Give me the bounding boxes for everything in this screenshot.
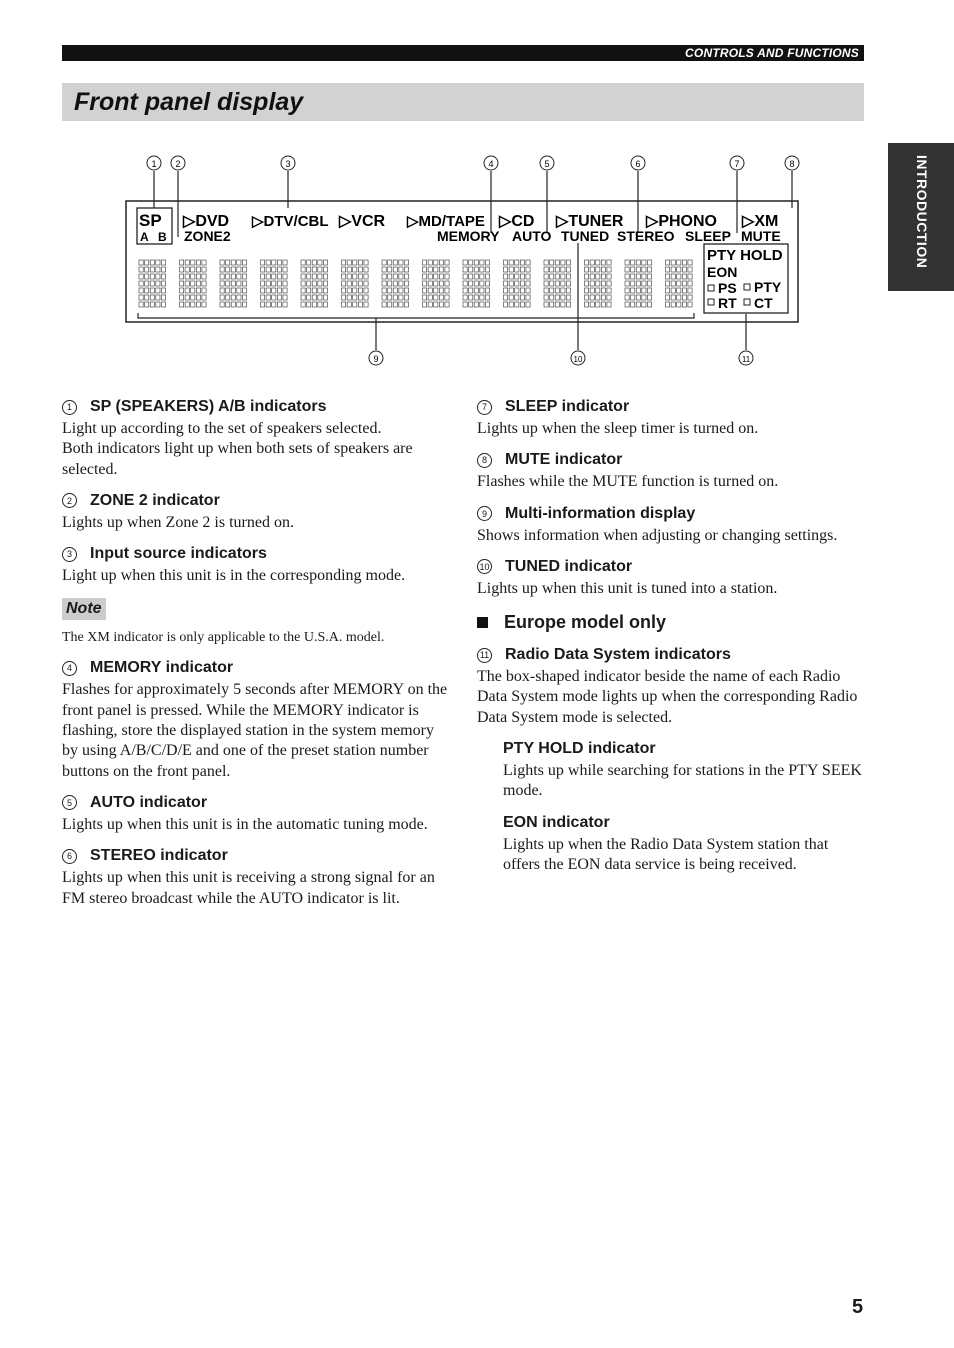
status-tuned: TUNED (561, 228, 610, 244)
sp-a-label: A (140, 230, 149, 244)
item-number: 5 (62, 795, 77, 810)
item-number: 7 (477, 400, 492, 415)
svg-text:▷VCR: ▷VCR (339, 213, 386, 230)
status-memory: MEMORY (437, 228, 500, 244)
svg-text:9: 9 (373, 354, 379, 364)
callouts-bottom (369, 351, 753, 365)
callout-4 (484, 156, 498, 170)
svg-text:▷PHONO: ▷PHONO (646, 213, 717, 230)
svg-text:4: 4 (488, 159, 494, 169)
item-text: Lights up when this unit is in the automatic tuning mode. (62, 815, 428, 833)
item-text: Lights up when this unit is tuned into a station. (477, 579, 778, 597)
svg-text:3: 3 (285, 159, 291, 169)
callout-8 (785, 156, 799, 170)
status-mute: MUTE (741, 228, 781, 244)
item-number: 11 (477, 648, 492, 663)
item-number: 8 (477, 453, 492, 468)
status-auto: AUTO (512, 228, 552, 244)
input-md-tape: MD/TAPE (418, 213, 485, 230)
svg-text:▷DVD: ▷DVD (183, 213, 230, 230)
item-text: Lights up when Zone 2 is turned on. (62, 513, 294, 531)
input-phono: PHONO (658, 213, 717, 230)
input-dvd: DVD (195, 213, 230, 230)
title-band (62, 83, 864, 121)
page-number: 5 (852, 1296, 864, 1318)
item-text: Flashes for approximately 5 seconds after MEMORY on the front panel is pressed. While the MEMORY indicator is flashing, store the displayed station in the system memory by using A/B/C/D/E and one of the preset station number buttons on the front panel. (62, 681, 448, 780)
svg-text:10: 10 (573, 355, 583, 364)
page-title: Front panel display (74, 88, 304, 116)
rds-ps: PS (718, 280, 737, 296)
rds-subsection (503, 739, 867, 875)
rds-pty-hold: PTY HOLD (707, 247, 783, 264)
item-number: 10 (477, 559, 492, 574)
input-cd: CD (511, 213, 535, 230)
right-column (477, 397, 867, 875)
rds-rt: RT (718, 295, 737, 311)
item-heading: 9 Multi-information display (477, 504, 867, 524)
header-bar (62, 45, 864, 61)
note-label: Note (62, 598, 106, 620)
callout-2 (171, 156, 185, 170)
callout-6 (631, 156, 645, 170)
callout-11 (739, 351, 753, 365)
zone2-label: ZONE2 (184, 228, 231, 244)
item-text: Lights up when the sleep timer is turned on. (477, 420, 759, 437)
item-text: Lights up when this unit is receiving a strong signal for an FM stereo broadcast while the AUTO indicator is lit. (62, 869, 435, 907)
multi-information-display (139, 260, 692, 307)
svg-text:8: 8 (789, 159, 795, 169)
item-heading: 11 Radio Data System indicators (477, 645, 867, 665)
sub-text: Lights up when the Radio Data System station that offers the EON data service is being received. (503, 835, 829, 873)
svg-text:7: 7 (734, 159, 740, 169)
item-heading: 2 ZONE 2 indicator (62, 491, 452, 511)
leader-lines (138, 171, 792, 350)
status-indicators (437, 228, 781, 244)
sub-heading: PTY HOLD indicator (503, 740, 656, 758)
item-number: 4 (62, 661, 77, 676)
sp-b-label: B (158, 230, 167, 244)
sp-label: SP (139, 211, 162, 230)
input-dtv-cbl: DTV/CBL (263, 213, 329, 230)
callout-3 (281, 156, 295, 170)
item-text: Flashes while the MUTE function is turned on. (477, 473, 779, 491)
callouts-top (147, 156, 799, 170)
input-xm: XM (754, 213, 779, 230)
svg-text:11: 11 (741, 355, 751, 364)
svg-text:5: 5 (544, 159, 550, 169)
note-text: The XM indicator is only applicable to the U.S.A. model. (62, 630, 385, 646)
svg-text:▷CD: ▷CD (499, 213, 535, 230)
item-number: 6 (62, 849, 77, 864)
rds-indicators (707, 247, 783, 311)
item-text: Shows information when adjusting or changing settings. (477, 526, 838, 544)
svg-text:▷DTV/CBL: ▷DTV/CBL (252, 213, 329, 230)
item-text: Both indicators light up when both sets of speakers are selected. (62, 440, 413, 478)
item-heading: 4 MEMORY indicator (62, 658, 452, 678)
left-column (62, 397, 452, 909)
item-heading: 6 STEREO indicator (62, 846, 452, 866)
svg-text:▷MD/TAPE: ▷MD/TAPE (407, 213, 485, 230)
item-number: 3 (62, 547, 77, 562)
item-heading: 7 SLEEP indicator (477, 397, 867, 417)
callout-9 (369, 351, 383, 365)
item-text: Light up when this unit is in the corresponding mode. (62, 567, 406, 585)
item-text: The box-shaped indicator beside the name of each Radio Data System mode lights up when the corresponding Radio Data System mode is selected. (477, 668, 858, 726)
svg-text:▷TUNER: ▷TUNER (556, 213, 624, 230)
svg-text:1: 1 (151, 159, 157, 169)
svg-text:2: 2 (175, 159, 181, 169)
section-title: CONTROLS AND FUNCTIONS (685, 46, 859, 60)
input-tuner: TUNER (568, 213, 624, 230)
svg-text:▷XM: ▷XM (742, 213, 779, 230)
europe-section-heading: Europe model only (477, 610, 867, 634)
square-bullet-icon (477, 617, 488, 628)
svg-text:6: 6 (635, 159, 641, 169)
rds-eon: EON (707, 264, 738, 280)
item-number: 1 (62, 400, 77, 415)
item-heading: 10 TUNED indicator (477, 557, 867, 577)
callout-1 (147, 156, 161, 170)
sub-text: Lights up while searching for stations in the PTY SEEK mode. (503, 762, 862, 800)
sub-heading: EON indicator (503, 813, 610, 831)
front-panel-diagram (0, 140, 954, 380)
item-number: 9 (477, 506, 492, 521)
item-heading: 3 Input source indicators (62, 544, 452, 564)
chapter-tab-label: INTRODUCTION (914, 155, 930, 269)
rds-ct: CT (754, 295, 773, 311)
callout-7 (730, 156, 744, 170)
item-text: Light up according to the set of speakers selected. (62, 420, 382, 437)
callout-10 (571, 351, 585, 365)
callout-5 (540, 156, 554, 170)
status-stereo: STEREO (617, 228, 675, 244)
item-number: 2 (62, 493, 77, 508)
rds-pty: PTY (754, 279, 782, 295)
input-vcr: VCR (351, 213, 386, 230)
item-heading: 1 SP (SPEAKERS) A/B indicators (62, 397, 452, 417)
item-heading: 5 AUTO indicator (62, 793, 452, 813)
status-sleep: SLEEP (685, 228, 731, 244)
item-heading: 8 MUTE indicator (477, 450, 867, 470)
